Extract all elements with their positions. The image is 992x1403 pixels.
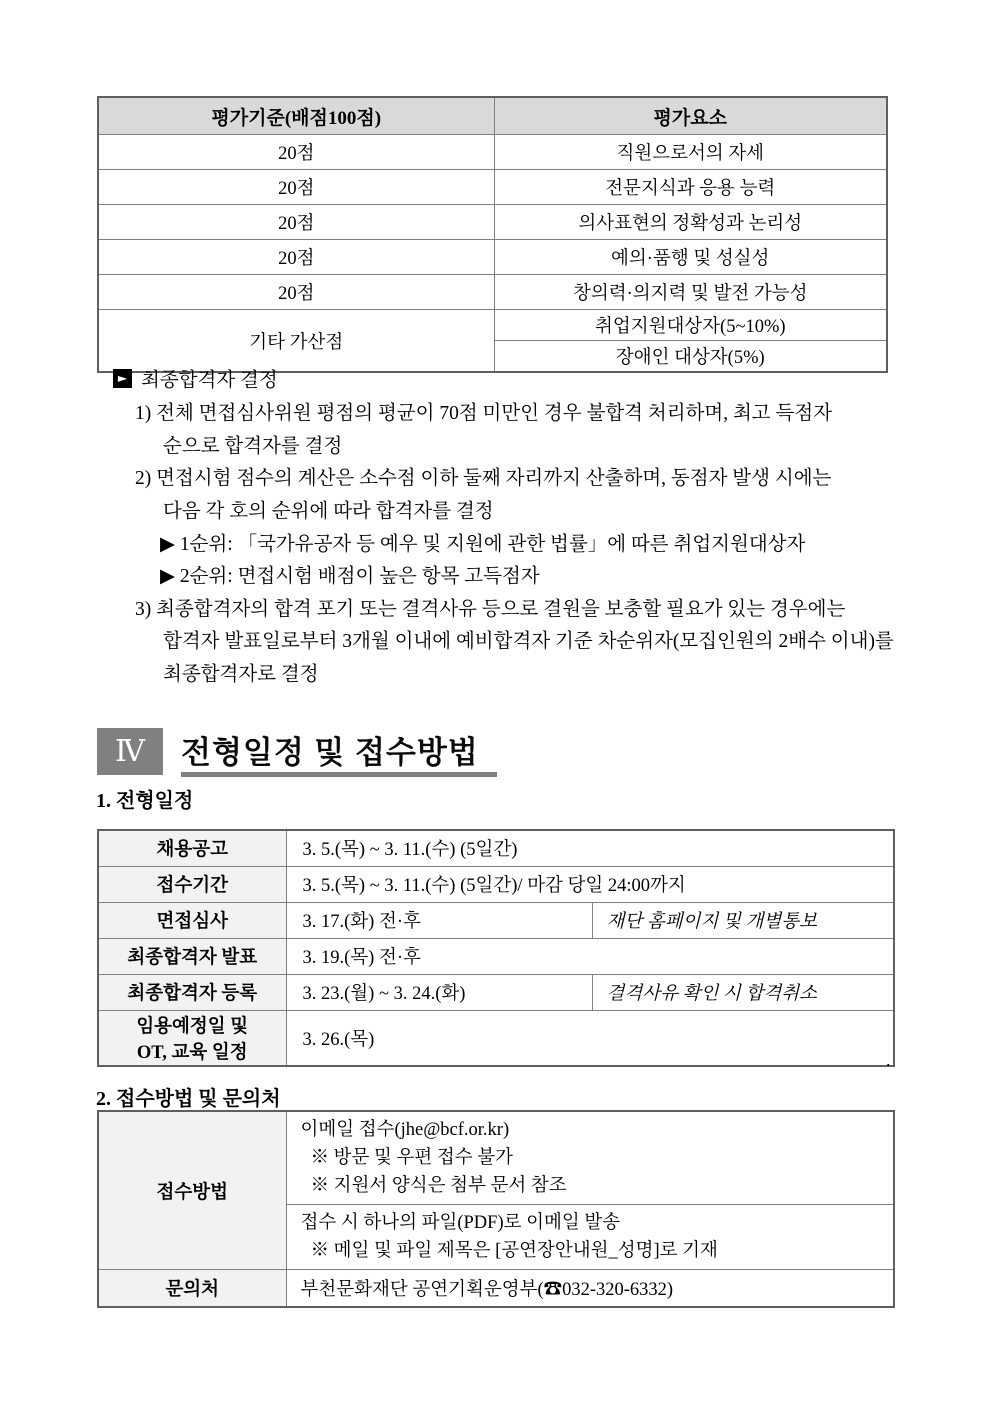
decision-item-3-line-2: 합격자 발표일로부터 3개월 이내에 예비합격자 기준 차순위자(모집인원의 2배수 이내)를 xyxy=(163,631,894,653)
method-line: ※ 지원서 양식은 첨부 문서 참조 xyxy=(310,1176,567,1196)
method-line: 접수 시 하나의 파일(PDF)로 이메일 발송 xyxy=(300,1213,621,1233)
decision-priority-1: ▶ 1순위: 「국가유공자 등 예우 및 지원에 관한 법률」에 따른 취업지원대상자 xyxy=(160,533,806,555)
col-header-factor: 평가요소 xyxy=(494,97,887,135)
factor-cell: 창의력·의지력 및 발전 가능성 xyxy=(494,275,887,310)
schedule-label: 최종합격자 발표 xyxy=(98,938,286,974)
section-title: 전형일정 및 접수방법 xyxy=(181,735,479,770)
evaluation-criteria-table xyxy=(97,96,888,373)
schedule-value: 3. 5.(목) ~ 3. 11.(수) (5일간) xyxy=(286,830,894,866)
method-line: 이메일 접수(jhe@bcf.or.kr) xyxy=(300,1120,510,1140)
contact-value: 부천문화재단 공연기획운영부(☎032-320-6332) xyxy=(286,1270,894,1307)
factor-cell: 전문지식과 응용 능력 xyxy=(494,170,887,205)
schedule-value: 3. 19.(목) 전·후 xyxy=(286,938,894,974)
factor-cell: 직원으로서의 자세 xyxy=(494,135,887,170)
criteria-cell: 20점 xyxy=(98,135,494,170)
schedule-value: 3. 5.(목) ~ 3. 11.(수) (5일간)/ 마감 당일 24:00까지 xyxy=(286,866,894,902)
table-row xyxy=(98,240,887,275)
criteria-cell: 20점 xyxy=(98,205,494,240)
schedule-note: 재단 홈페이지 및 개별통보 xyxy=(592,902,894,938)
schedule-label: 접수기간 xyxy=(98,866,286,902)
criteria-cell: 20점 xyxy=(98,170,494,205)
schedule-label: 최종합격자 등록 xyxy=(98,974,286,1010)
schedule-label-line1: 임용예정일 및 xyxy=(136,1016,249,1037)
application-method-label: 접수방법 xyxy=(98,1111,286,1270)
criteria-cell: 20점 xyxy=(98,275,494,310)
decision-item-1-line-2: 순으로 합격자를 결정 xyxy=(163,435,343,457)
table-row xyxy=(98,866,894,902)
table-row xyxy=(98,170,887,205)
section-title-underline xyxy=(181,772,497,777)
col-header-criteria: 평가기준(배점100점) xyxy=(98,97,494,135)
table-row xyxy=(98,135,887,170)
schedule-note: 결격사유 확인 시 합격취소 xyxy=(592,974,894,1010)
table-row xyxy=(98,830,894,866)
method-line: ※ 방문 및 우편 접수 불가 xyxy=(310,1148,513,1168)
final-decision-heading-label: 최종합격자 결정 xyxy=(141,370,278,391)
table-row xyxy=(98,1111,894,1205)
decision-item-1-line-1: 1) 전체 면접심사위원 평점의 평균이 70점 미만인 경우 불합격 처리하며, 최고 득점자 xyxy=(135,403,833,425)
bonus-factor-cell: 장애인 대상자(5%) xyxy=(494,341,887,373)
method-line: ※ 메일 및 파일 제목은 [공연장안내원_성명]로 기재 xyxy=(310,1241,718,1261)
schedule-heading: 1. 전형일정 xyxy=(96,790,194,812)
table-row xyxy=(98,275,887,310)
bonus-factor-cell: 취업지원대상자(5~10%) xyxy=(494,310,887,341)
section-numeral-box: Ⅳ xyxy=(97,728,163,775)
schedule-label-line2: OT, 교육 일정 xyxy=(136,1042,248,1063)
schedule-value: 3. 26.(목) xyxy=(286,1010,894,1066)
table-row xyxy=(98,1270,894,1307)
final-decision-section xyxy=(113,361,933,688)
factor-cell: 의사표현의 정확성과 논리성 xyxy=(494,205,887,240)
decision-item-3-line-1: 3) 최종합격자의 합격 포기 또는 결격사유 등으로 결원을 보충할 필요가 있는 경우에는 xyxy=(135,598,846,620)
application-method-block2 xyxy=(286,1205,894,1270)
application-heading: 2. 접수방법 및 문의처 xyxy=(96,1088,281,1110)
table-row xyxy=(98,902,894,938)
table-row-bonus xyxy=(98,310,887,341)
decision-item-2-line-2: 다음 각 호의 순위에 따라 합격자를 결정 xyxy=(163,501,494,523)
decision-item-3-line-3: 최종합격자로 결정 xyxy=(163,664,319,686)
schedule-label: 채용공고 xyxy=(98,830,286,866)
schedule-table xyxy=(97,829,895,1067)
table-row xyxy=(98,1010,894,1066)
schedule-value: 3. 17.(화) 전·후 xyxy=(286,902,592,938)
table-row xyxy=(98,974,894,1010)
criteria-cell: 20점 xyxy=(98,240,494,275)
arrow-right-icon: ► xyxy=(113,369,132,388)
decision-item-2-line-1: 2) 면접시험 점수의 계산은 소수점 이하 둘째 자리까지 산출하며, 동점자 발생 시에는 xyxy=(135,468,832,490)
table-row xyxy=(98,205,887,240)
stray-period-text: . xyxy=(886,1050,891,1070)
application-table xyxy=(97,1110,895,1308)
bonus-criteria-cell: 기타 가산점 xyxy=(98,310,494,373)
final-decision-heading xyxy=(113,361,933,395)
table-row xyxy=(98,938,894,974)
schedule-label: 면접심사 xyxy=(98,902,286,938)
schedule-value: 3. 23.(월) ~ 3. 24.(화) xyxy=(286,974,592,1010)
table-header-row xyxy=(98,97,887,135)
factor-cell: 예의·품행 및 성실성 xyxy=(494,240,887,275)
schedule-label xyxy=(98,1010,286,1066)
decision-priority-2: ▶ 2순위: 면접시험 배점이 높은 항목 고득점자 xyxy=(160,566,540,588)
application-method-block1 xyxy=(286,1111,894,1205)
contact-label: 문의처 xyxy=(98,1270,286,1307)
